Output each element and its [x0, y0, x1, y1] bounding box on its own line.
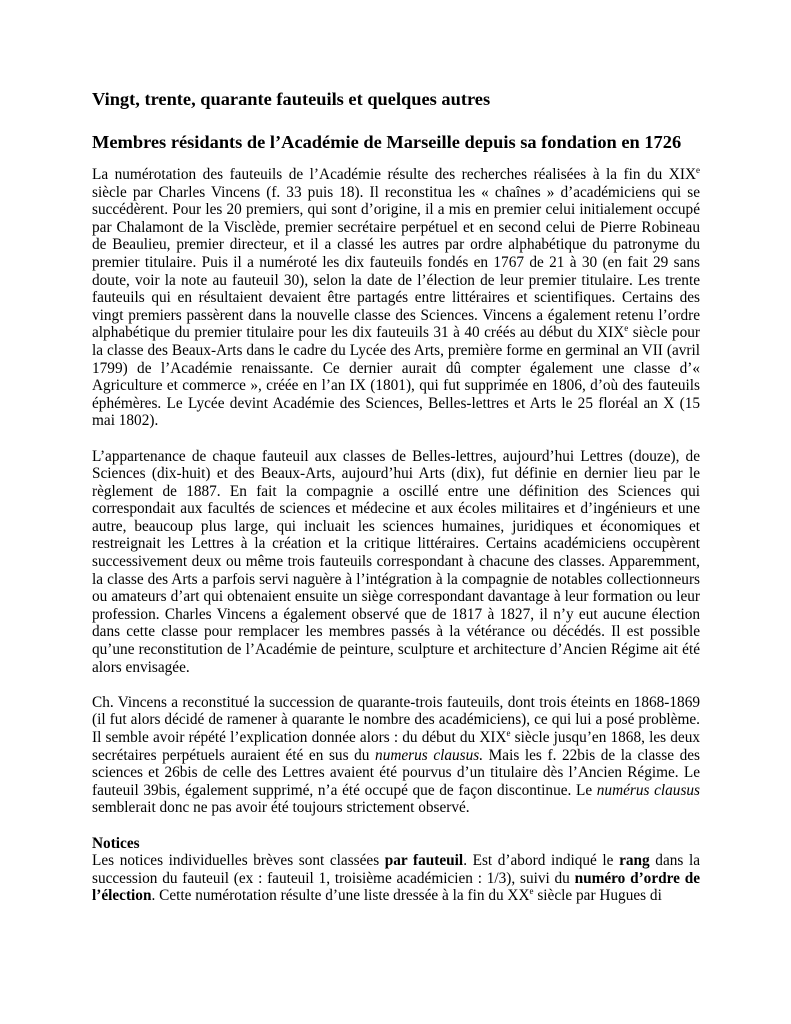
- text-run: siècle par Charles Vincens (f. 33 puis 18). Il reconstitua les « chaînes » d’académiciens qui se succédèrent. Pour les 20 premiers, qui sont d’origine, il a mis en premier celui initialement occupé par Chalamont de la Visclède, premier secrétaire perpétuel et en second celui de Pierre Robineau de Beaulieu, premier directeur, et il a classé les autres par ordre alphabétique du patronyme du premier titulaire. Puis il a numéroté les dix fauteuils fondés en 1767 de 21 à 30 (en fait 29 sans doute, voir la note au fauteuil 30), selon la date de l’élection de leur premier titulaire. Les trente fauteuils qui en résultaient devaient être partagés entre littéraires et scientifiques. Certains des vingt premiers passèrent dans la nouvelle classe des Sciences. Vincens a également retenu l’ordre alphabétique du premier titulaire pour les dix fauteuils 31 à 40 créés au début du XIX: [92, 183, 700, 342]
- text-run: siècle jusqu’en 1868, les deux secrétaires perpétuels auraient été en sus du: [92, 729, 700, 764]
- text-run: . Cette numérotation résulte d’une liste dressée à la fin du XX: [151, 887, 530, 905]
- text-run: siècle par Hugues di: [533, 887, 662, 905]
- superscript: e: [624, 323, 629, 334]
- text-run: dans la succession du fauteuil (ex : fauteuil 1, troisième académicien : 1/3), suivi du: [92, 852, 700, 887]
- superscript: e: [696, 165, 700, 175]
- paragraph-succession: [92, 694, 700, 817]
- text-run: siècle pour la classe des Beaux-Arts dans le cadre du Lycée des Arts, première forme en germinal an VII (avril 1799) de l’Académie renaissante. Ce dernier aurait dû compter également une classe d’« Agriculture et commerce », créée en l’an IX (1801), qui fut supprimée en 1806, d’où des fauteuils éphémères. Le Lycée devint Académie des Sciences, Belles-lettres et Arts le 25 floréal an X (15 mai 1802).: [92, 324, 701, 430]
- text-run: Mais les f. 22bis de la classe des sciences et 26bis de celle des Lettres avaient été pourvus d’un titulaire dès l’Ancien Régime. Le fauteuil 39bis, également supprimé, n’a été occupé que de façon discontinue. Le: [92, 746, 700, 799]
- superscript: e: [506, 728, 511, 738]
- document-page: [92, 88, 700, 905]
- document-title: Vingt, trente, quarante fauteuils et quelques autres: [92, 89, 491, 109]
- paragraph-fauteuils-numbering: [92, 166, 700, 430]
- document-subtitle: Membres résidants de l’Académie de Marseille depuis sa fondation en 1726: [92, 132, 682, 152]
- text-run: Ch. Vincens a reconstitué la succession de quarante-trois fauteuils, dont trois éteints en 1868-1869 (il fut alors décidé de ramener à quarante le nombre des académiciens), ce qui lui a posé problème. Il semble avoir répété l’explication donnée alors : du début du XIX: [92, 693, 700, 746]
- bold-term: par fauteuil: [384, 852, 464, 870]
- bold-term: rang: [619, 852, 650, 870]
- bold-term: numéro d’ordre de l’élection: [92, 869, 700, 905]
- paragraph-classes: L’appartenance de chaque fauteuil aux classes de Belles-lettres, aujourd’hui Lettres (douze), de Sciences (dix-huit) et des Beaux-Arts, aujourd’hui Arts (dix), fut définie en dernier lieu par le règlement de 1887. En fait la compagnie a oscillé entre une définition des Sciences qui correspondait aux facultés de sciences et médecine et aux écoles militaires et d’ingénieurs et une autre, beaucoup plus large, qui incluait les sciences humaines, juridiques et économiques et restreignait les Lettres à la création et la critique littéraires. Certains académiciens occupèrent successivement deux ou même trois fauteuils correspondant à chacune des classes. Apparemment, la classe des Arts a parfois servi naguère à l’intégration à la compagnie de notables collectionneurs ou amateurs d’art qui obtenaient ensuite un siège correspondant davantage à leur formation ou leur profession. Charles Vincens a également observé que de 1817 à 1827, il n’y eut aucune élection dans cette classe pour remplacer les membres passés à la vétérance ou décédés. Il est possible qu’une reconstitution de l’Académie de peinture, sculpture et architecture d’Ancien Régime ait été alors envisagée.: [92, 447, 700, 676]
- text-run: La numérotation des fauteuils de l’Académie résulte des recherches réalisées à la fin du XIX: [92, 166, 696, 183]
- paragraph-notices: [92, 852, 700, 905]
- text-run: . Est d’abord indiqué le: [463, 852, 620, 870]
- text-run: semblerait donc ne pas avoir été toujours strictement observé.: [92, 799, 470, 817]
- italic-term: numérus clausus: [596, 781, 700, 799]
- text-run: Les notices individuelles brèves sont classées: [92, 852, 385, 870]
- notices-heading: Notices: [92, 834, 140, 852]
- superscript: e: [529, 886, 534, 897]
- italic-term: numerus clausus.: [375, 746, 484, 764]
